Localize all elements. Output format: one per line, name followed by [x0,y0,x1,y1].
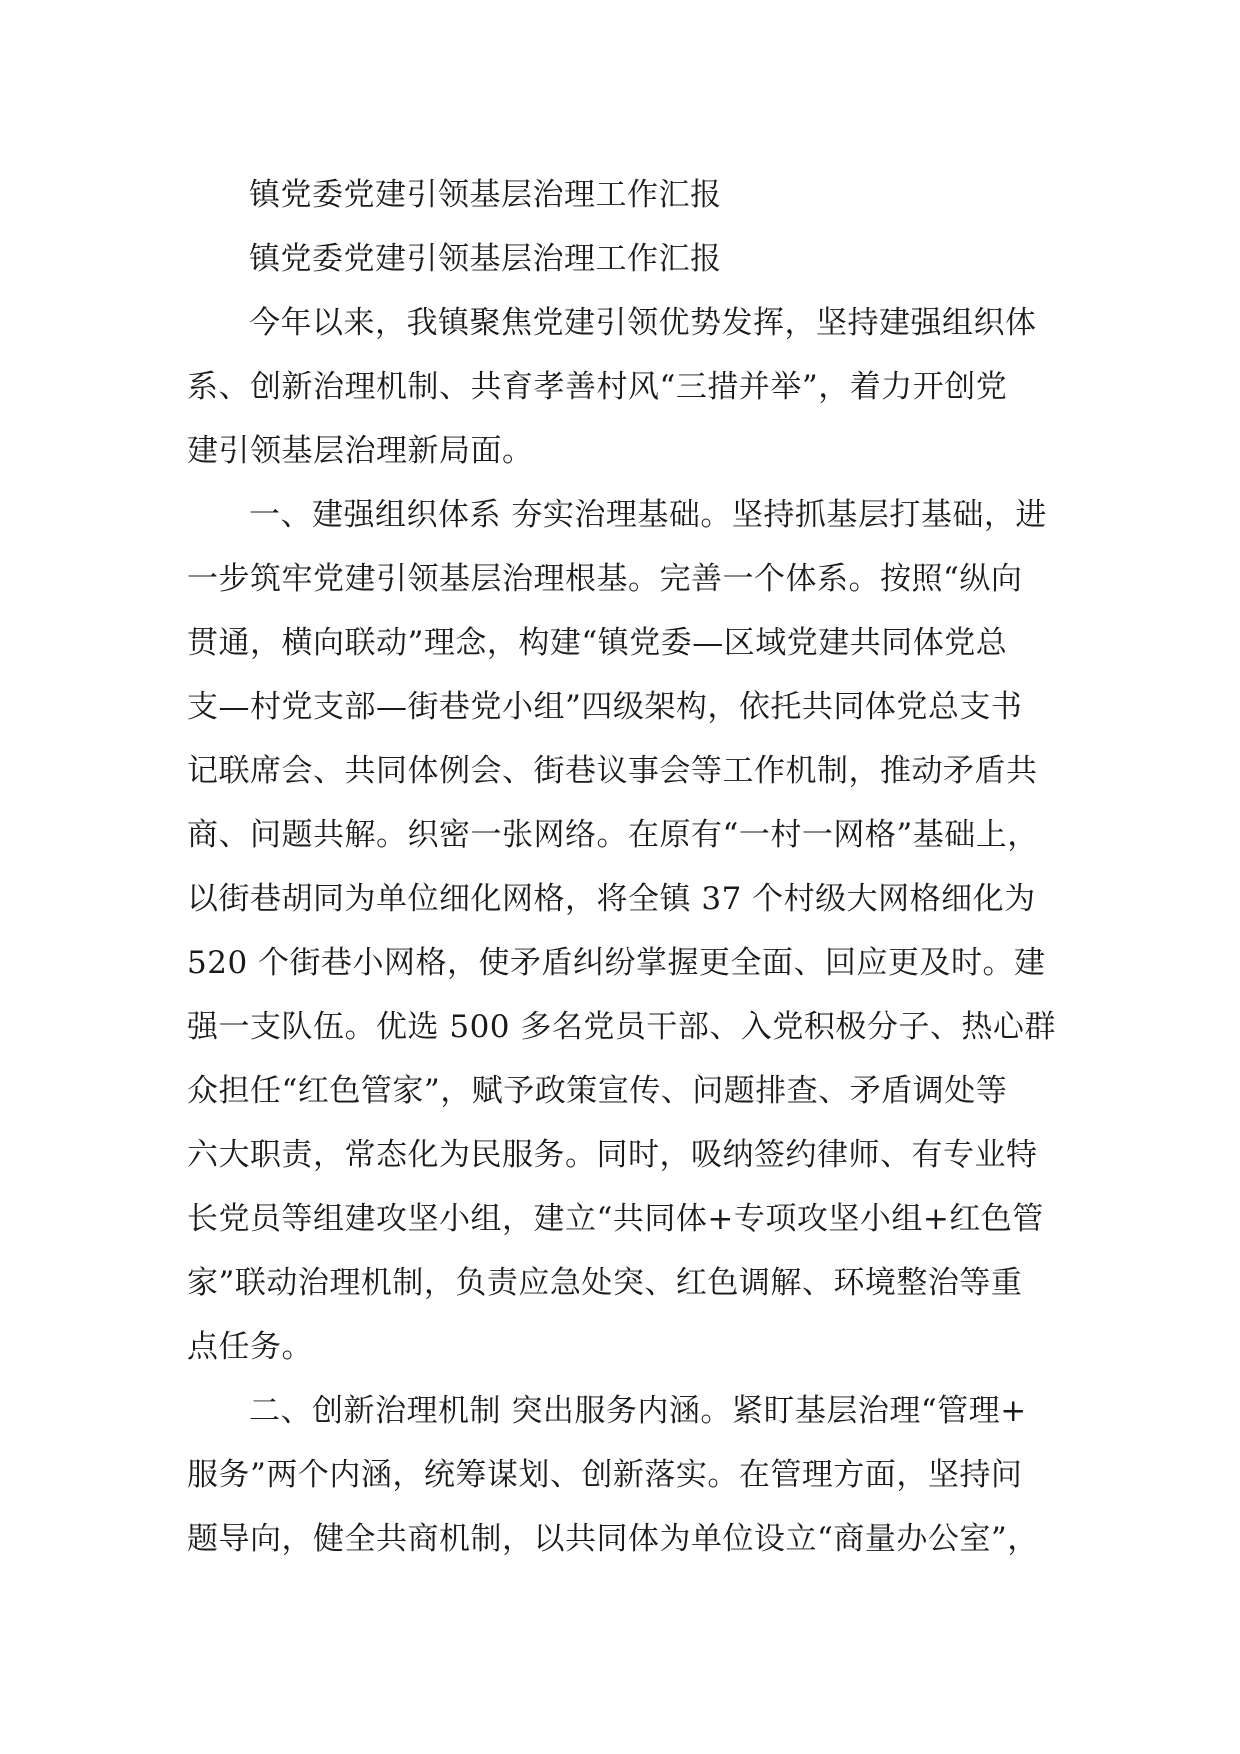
section-one-line: 点任务。 [187,1329,313,1365]
section-one-line: 贯通，横向联动”理念，构建“镇党委—区域党建共同体党总 [187,625,1008,661]
section-one-line: 六大职责，常态化为民服务。同时，吸纳签约律师、有专业特 [187,1137,1038,1173]
section-one-line: 家”联动治理机制，负责应急处突、红色调解、环境整治等重 [187,1265,1023,1301]
section-two-line: 二、创新治理机制 突出服务内涵。紧盯基层治理“管理+ [249,1393,1027,1429]
section-one-line: 520 个街巷小网格，使矛盾纠纷掌握更全面、回应更及时。建 [187,945,1046,981]
document-subtitle: 镇党委党建引领基层治理工作汇报 [249,241,722,277]
section-one-line: 以街巷胡同为单位细化网格，将全镇 37 个村级大网格细化为 [187,881,1036,917]
section-one-line: 记联席会、共同体例会、街巷议事会等工作机制，推动矛盾共 [187,753,1038,789]
section-one-line: 一、建强组织体系 夯实治理基础。坚持抓基层打基础，进 [249,497,1047,533]
intro-paragraph-line: 系、创新治理机制、共育孝善村风“三措并举”，着力开创党 [187,369,1008,405]
section-two-line: 服务”两个内涵，统筹谋划、创新落实。在管理方面，坚持问 [187,1457,1023,1493]
section-one-line: 长党员等组建攻坚小组，建立“共同体+专项攻坚小组+红色管 [187,1201,1044,1237]
section-one-line: 众担任“红色管家”，赋予政策宣传、问题排查、矛盾调处等 [187,1073,1008,1109]
section-one-line: 商、问题共解。织密一张网络。在原有“一村一网格”基础上， [187,817,1039,853]
intro-paragraph-line: 建引领基层治理新局面。 [187,433,534,469]
section-two-line: 题导向，健全共商机制，以共同体为单位设立“商量办公室”， [187,1521,1039,1557]
section-one-line: 一步筑牢党建引领基层治理根基。完善一个体系。按照“纵向 [187,561,1023,597]
document-title: 镇党委党建引领基层治理工作汇报 [249,177,722,213]
section-one-line: 支—村党支部—街巷党小组”四级架构，依托共同体党总支书 [187,689,1023,725]
section-one-line: 强一支队伍。优选 500 多名党员干部、入党积极分子、热心群 [187,1009,1056,1045]
intro-paragraph-line: 今年以来，我镇聚焦党建引领优势发挥，坚持建强组织体 [249,305,1037,341]
